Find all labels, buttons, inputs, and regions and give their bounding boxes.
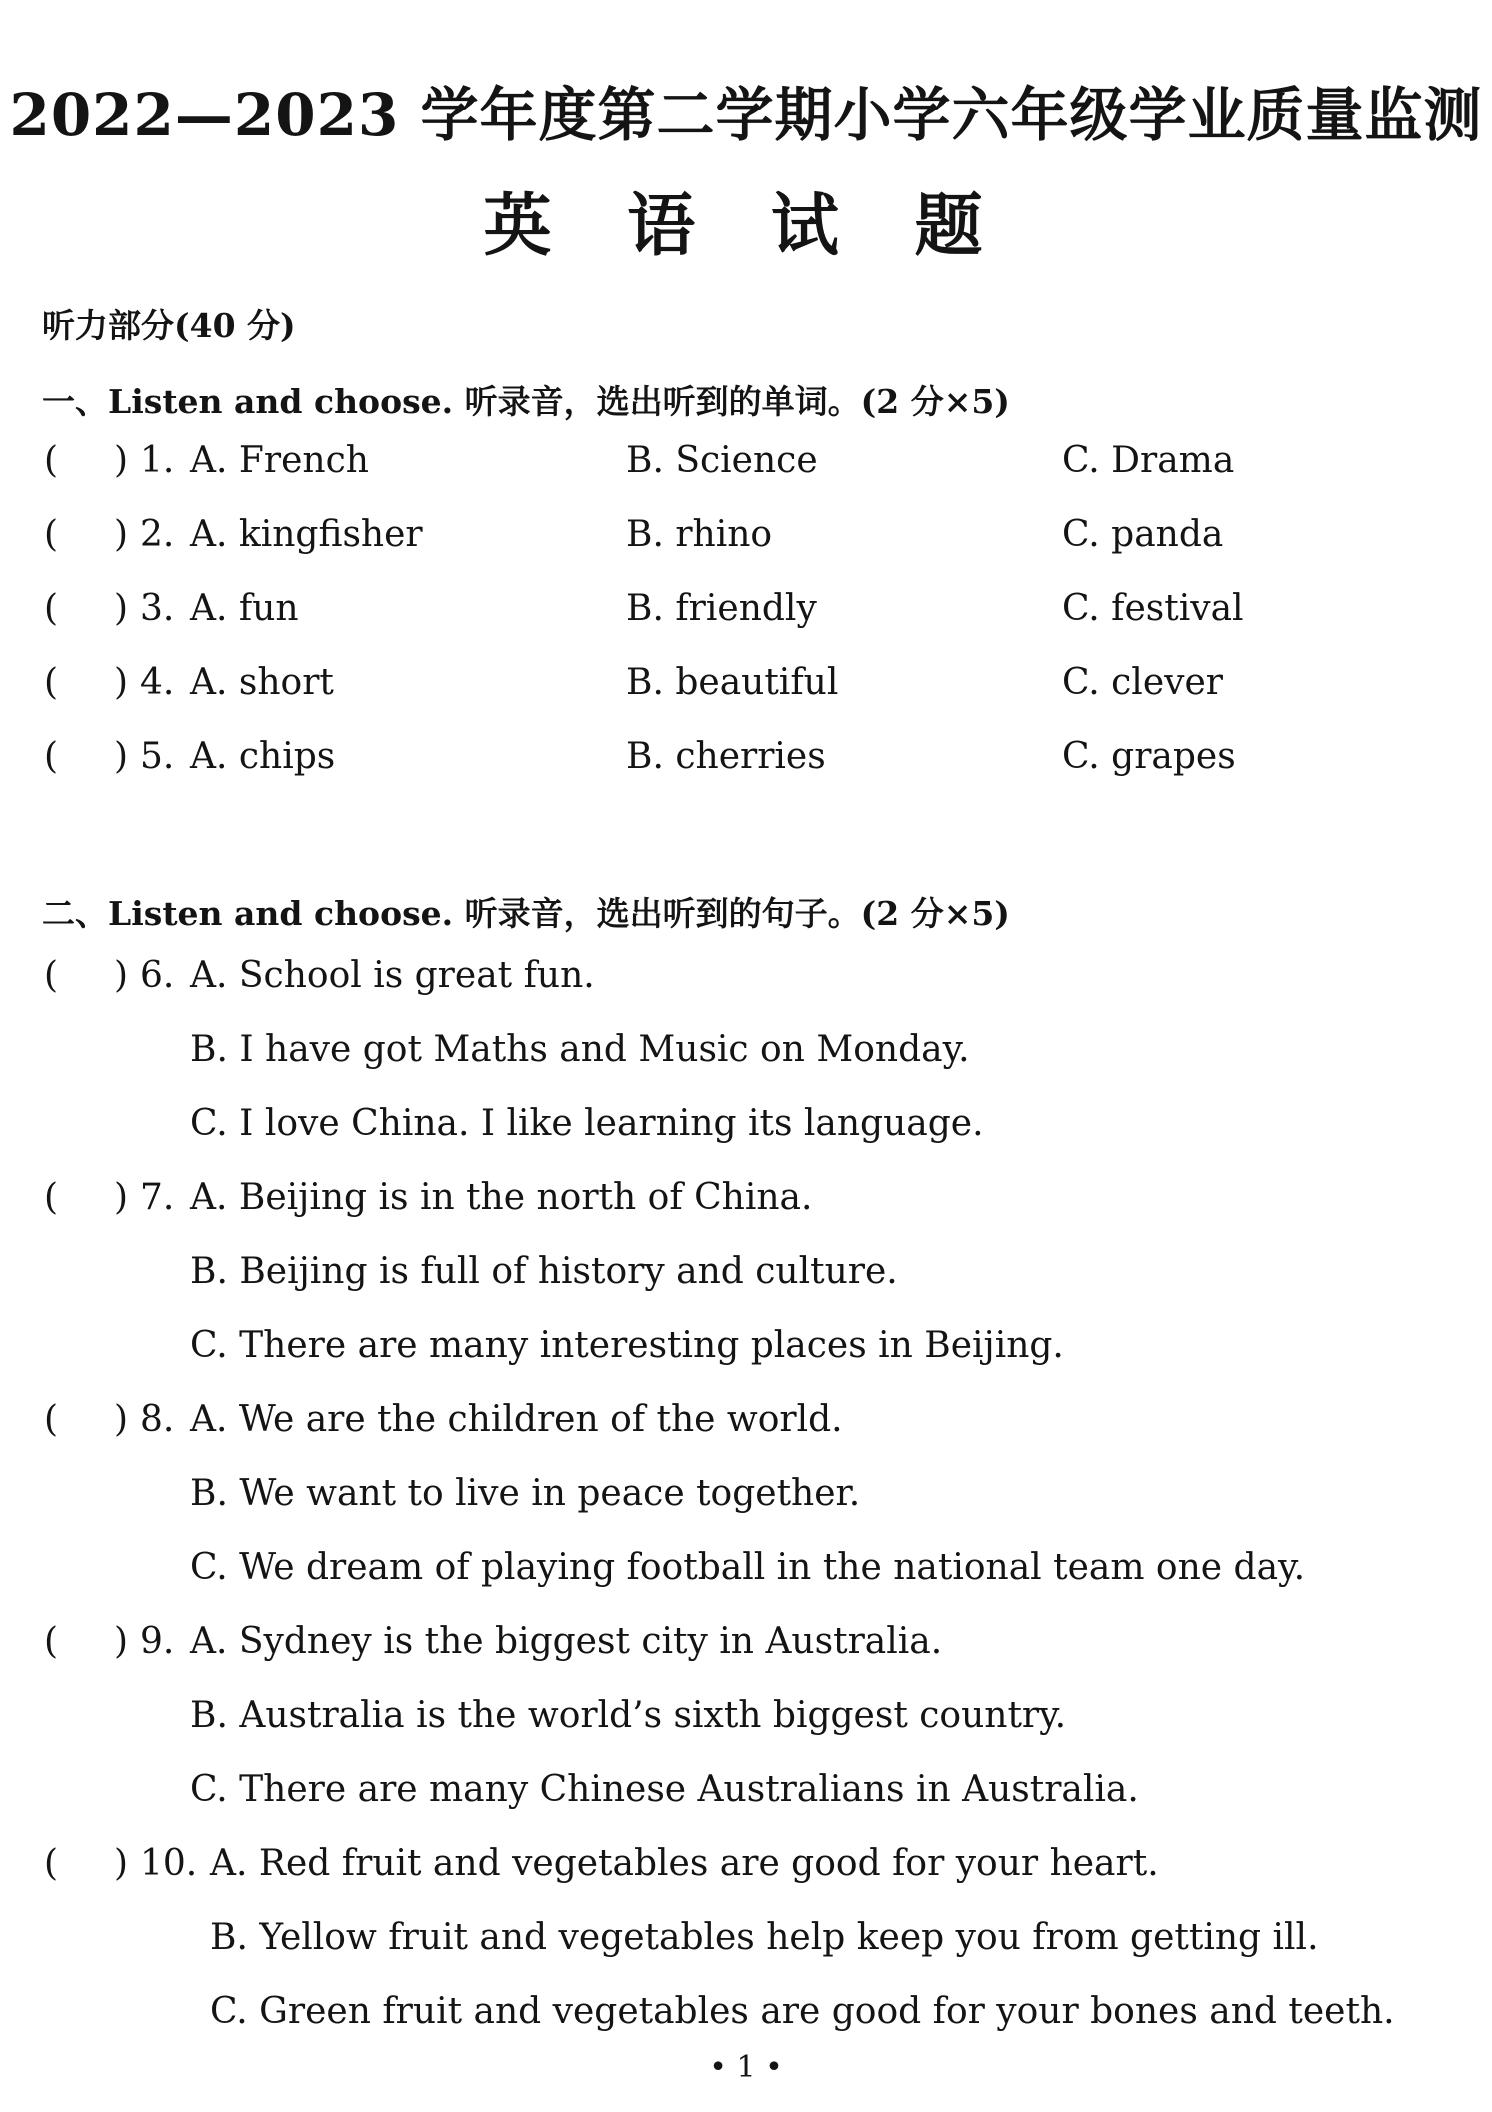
option-b: B. Australia is the world’s sixth biggest country. — [190, 1695, 1067, 1736]
option-a: A. French — [190, 440, 369, 481]
answer-bracket-close: ) — [114, 1399, 129, 1440]
section-2-heading: 二、Listen and choose. 听录音，选出听到的句子。(2 分×5) — [42, 894, 1010, 933]
answer-bracket-open: ( — [44, 1843, 59, 1884]
option-b: B. We want to live in peace together. — [190, 1473, 861, 1514]
exam-title: 2022—2023 学年度第二学期小学六年级学业质量监测 — [9, 81, 1483, 149]
option-c: C. Green fruit and vegetables are good for your bones and teeth. — [210, 1991, 1395, 2032]
question-number: 8. — [140, 1399, 175, 1440]
option-a: A. chips — [190, 736, 336, 777]
question-number: 9. — [140, 1621, 175, 1662]
option-b: B. Beijing is full of history and culture. — [190, 1251, 898, 1292]
answer-bracket-open: ( — [44, 1177, 59, 1218]
answer-bracket-close: ) — [114, 736, 129, 777]
option-a: A. Red fruit and vegetables are good for your heart. — [210, 1843, 1159, 1884]
question-number: 1. — [140, 440, 175, 481]
option-a: A. Beijing is in the north of China. — [190, 1177, 813, 1218]
question-3 — [0, 588, 1492, 648]
question-6 — [0, 955, 1492, 1015]
option-c: C. There are many Chinese Australians in Australia. — [190, 1769, 1139, 1810]
question-9 — [0, 1621, 1492, 1681]
answer-bracket-close: ) — [114, 662, 129, 703]
question-2 — [0, 514, 1492, 574]
option-b: B. cherries — [626, 736, 826, 777]
option-b: B. Yellow fruit and vegetables help keep you from getting ill. — [210, 1917, 1319, 1958]
option-b: B. beautiful — [626, 662, 839, 703]
answer-bracket-open: ( — [44, 440, 59, 481]
option-c: C. festival — [1062, 588, 1244, 629]
question-number: 4. — [140, 662, 175, 703]
option-a: A. short — [190, 662, 334, 703]
option-c: C. panda — [1062, 514, 1224, 555]
option-b: B. I have got Maths and Music on Monday. — [190, 1029, 970, 1070]
option-b: B. Science — [626, 440, 818, 481]
question-9-option-c — [0, 1769, 1492, 1829]
question-10 — [0, 1843, 1492, 1903]
question-9-option-b — [0, 1695, 1492, 1755]
question-number: 7. — [140, 1177, 175, 1218]
option-c: C. clever — [1062, 662, 1223, 703]
option-b: B. friendly — [626, 588, 817, 629]
answer-bracket-close: ) — [114, 514, 129, 555]
question-8-option-c — [0, 1547, 1492, 1607]
question-7 — [0, 1177, 1492, 1237]
answer-bracket-close: ) — [114, 440, 129, 481]
question-8-option-b — [0, 1473, 1492, 1533]
option-a: A. Sydney is the biggest city in Australia. — [190, 1621, 943, 1662]
answer-bracket-open: ( — [44, 514, 59, 555]
option-c: C. We dream of playing football in the national team one day. — [190, 1547, 1306, 1588]
answer-bracket-close: ) — [114, 955, 129, 996]
question-8 — [0, 1399, 1492, 1459]
answer-bracket-close: ) — [114, 1621, 129, 1662]
answer-bracket-close: ) — [114, 1843, 129, 1884]
question-number: 5. — [140, 736, 175, 777]
question-number: 6. — [140, 955, 175, 996]
answer-bracket-open: ( — [44, 1621, 59, 1662]
option-a: A. We are the children of the world. — [190, 1399, 843, 1440]
answer-bracket-open: ( — [44, 955, 59, 996]
question-10-option-c — [0, 1991, 1492, 2051]
question-number: 3. — [140, 588, 175, 629]
answer-bracket-open: ( — [44, 736, 59, 777]
page-number: • 1 • — [709, 2050, 783, 2085]
option-c: C. grapes — [1062, 736, 1236, 777]
question-10-option-b — [0, 1917, 1492, 1977]
listening-part-heading: 听力部分(40 分) — [42, 306, 296, 345]
question-6-option-c — [0, 1103, 1492, 1163]
option-c: C. There are many interesting places in Beijing. — [190, 1325, 1064, 1366]
question-1 — [0, 440, 1492, 500]
question-number: 2. — [140, 514, 175, 555]
option-b: B. rhino — [626, 514, 773, 555]
option-a: A. School is great fun. — [190, 955, 595, 996]
question-5 — [0, 736, 1492, 796]
question-6-option-b — [0, 1029, 1492, 1089]
option-c: C. I love China. I like learning its language. — [190, 1103, 984, 1144]
option-a: A. fun — [190, 588, 299, 629]
option-c: C. Drama — [1062, 440, 1235, 481]
option-a: A. kingfisher — [190, 514, 423, 555]
question-number: 10. — [140, 1843, 198, 1884]
question-7-option-c — [0, 1325, 1492, 1385]
answer-bracket-open: ( — [44, 588, 59, 629]
section-1-heading: 一、Listen and choose. 听录音，选出听到的单词。(2 分×5) — [42, 382, 1010, 421]
question-4 — [0, 662, 1492, 722]
answer-bracket-open: ( — [44, 1399, 59, 1440]
answer-bracket-close: ) — [114, 1177, 129, 1218]
exam-subtitle: 英 语 试 题 — [483, 186, 1009, 266]
answer-bracket-open: ( — [44, 662, 59, 703]
question-7-option-b — [0, 1251, 1492, 1311]
answer-bracket-close: ) — [114, 588, 129, 629]
